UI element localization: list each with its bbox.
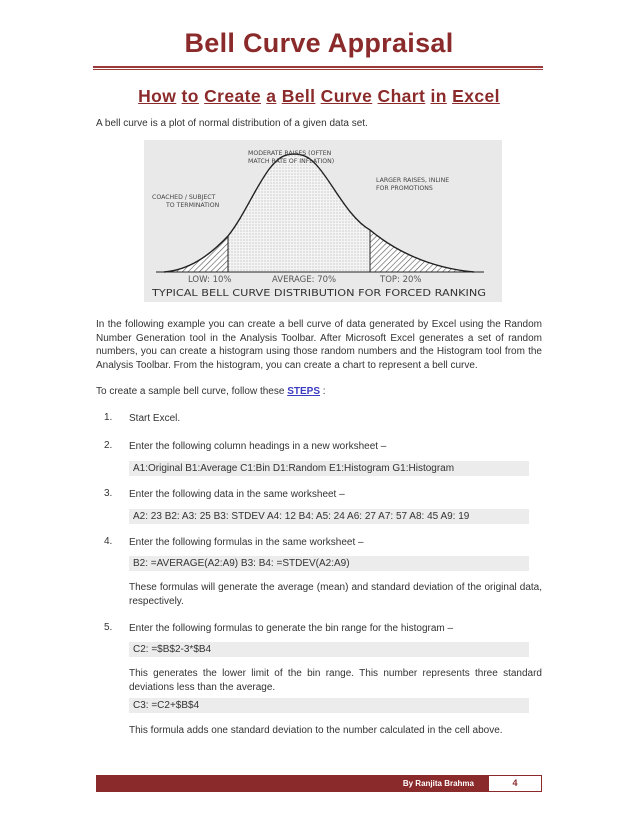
label-average: AVERAGE: 70% <box>272 275 337 285</box>
subtitle-word: Excel <box>452 86 500 106</box>
label-low: LOW: 10% <box>188 275 232 285</box>
bell-curve-figure <box>144 140 502 302</box>
label-top-line-1: MODERATE RAISES (OFTEN <box>248 150 332 157</box>
step-number: 1. <box>104 412 113 423</box>
label-right-line-1: LARGER RAISES, INLINE <box>376 177 450 184</box>
code-line: B2: =AVERAGE(A2:A9) B3: B4: =STDEV(A2:A9) <box>129 556 529 571</box>
code-line: C3: =C2+$B$4 <box>129 698 529 713</box>
subtitle-word: in <box>430 86 447 106</box>
label-top-line-2: MATCH RATE OF INFLATION) <box>248 158 335 165</box>
title-divider <box>93 66 543 70</box>
subtitle-word: Chart <box>377 86 426 106</box>
step-text: Enter the following formulas in the same worksheet – <box>129 537 364 548</box>
steps-link[interactable]: STEPS <box>287 386 321 397</box>
step-note: These formulas will generate the average (mean) and standard deviation of the original data, respectively. <box>129 582 542 607</box>
footer-author: By Ranjita Brahma <box>96 775 488 792</box>
code-line: A2: 23 B2: A3: 25 B3: STDEV A4: 12 B4: A5: 24 A6: 27 A7: 57 A8: 45 A9: 19 <box>129 509 529 524</box>
figure-caption: TYPICAL BELL CURVE DISTRIBUTION FOR FORCED RANKING <box>150 288 486 299</box>
step-note: This formula adds one standard deviation to the number calculated in the cell above. <box>129 725 503 736</box>
subtitle <box>0 86 638 107</box>
page-title: Bell Curve Appraisal <box>184 28 454 58</box>
step-text: Start Excel. <box>129 413 181 424</box>
step-number: 4. <box>104 536 113 547</box>
code-line: A1:Original B1:Average C1:Bin D1:Random E1:Histogram G1:Histogram <box>129 461 529 476</box>
label-right-line-2: FOR PROMOTIONS <box>376 185 433 192</box>
page-footer <box>96 775 542 792</box>
subtitle-word: How <box>138 86 177 106</box>
steps-intro-text: To create a sample bell curve, follow these <box>96 386 288 397</box>
step-note: This generates the lower limit of the bin range. This number represents three standard deviations less than the average. <box>129 668 542 693</box>
subtitle-word: a <box>266 86 277 106</box>
label-top: TOP: 20% <box>380 275 422 285</box>
intro-text: A bell curve is a plot of normal distribution of a given data set. <box>96 118 368 129</box>
step-text: Enter the following formulas to generate the bin range for the histogram – <box>129 623 454 634</box>
steps-intro <box>96 386 326 397</box>
code-line: C2: =$B$2-3*$B4 <box>129 642 529 657</box>
step-text: Enter the following data in the same worksheet – <box>129 489 345 500</box>
subtitle-word: Create <box>204 86 262 106</box>
explanation-paragraph: In the following example you can create a bell curve of data generated by Excel using the Random Number Generation tool in the Analysis Toolbar. After Microsoft Excel generates a set of random numbers, you can create a histogram using those random numbers and the Histogram tool from the Analysis Toolbar. From the histogram, you can create a chart to represent a bell curve. <box>96 319 542 371</box>
step-text: Enter the following column headings in a new worksheet – <box>129 441 387 452</box>
steps-intro-suffix: : <box>320 386 326 397</box>
label-left-line-1: COACHED / SUBJECT <box>152 194 216 201</box>
subtitle-word: Curve <box>320 86 373 106</box>
step-number: 2. <box>104 440 113 451</box>
step-number: 3. <box>104 488 113 499</box>
step-number: 5. <box>104 622 113 633</box>
subtitle-word: Bell <box>281 86 316 106</box>
subtitle-word: to <box>181 86 199 106</box>
label-left-line-2: TO TERMINATION <box>166 202 220 209</box>
page-number: 4 <box>488 775 542 792</box>
